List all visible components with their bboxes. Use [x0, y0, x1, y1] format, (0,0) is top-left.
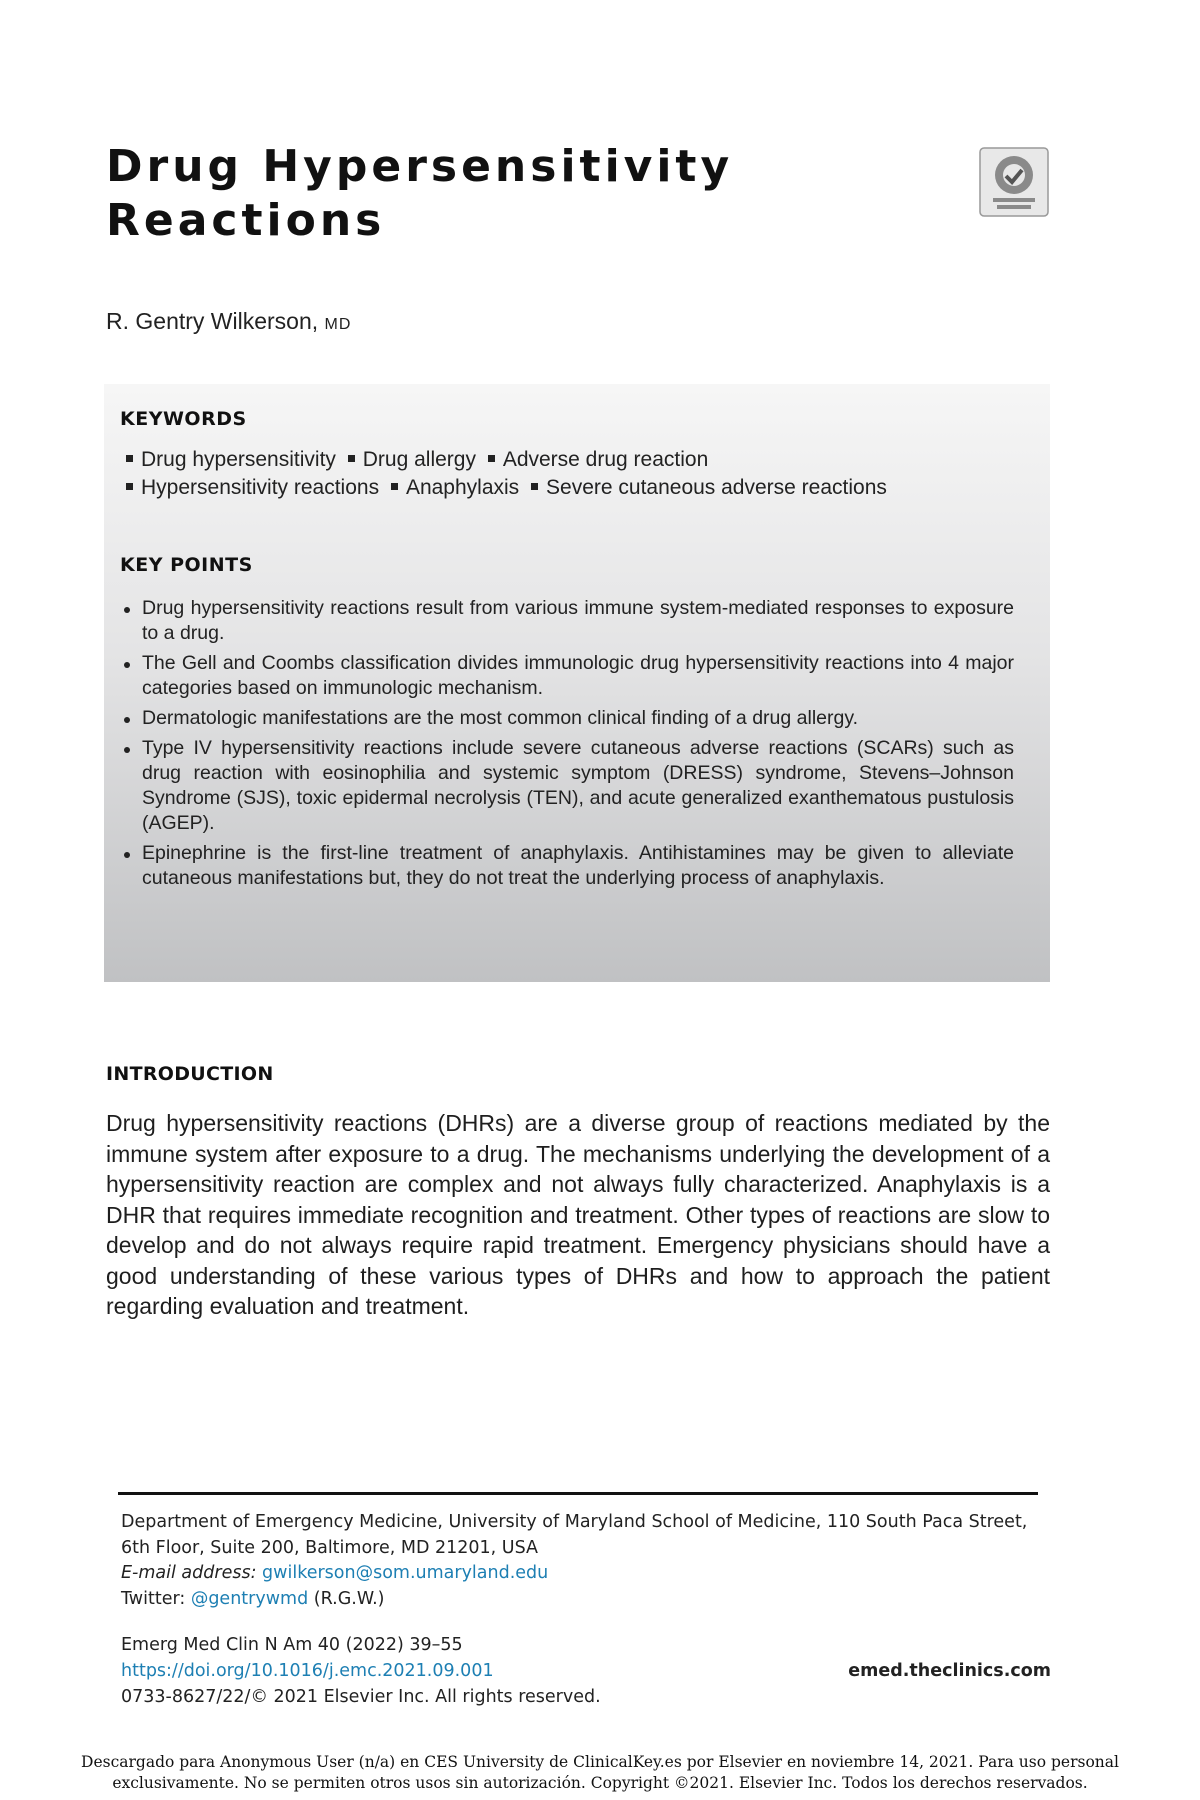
bullet-icon [124, 607, 130, 613]
author-degree: MD [324, 316, 352, 333]
twitter-label: Twitter: [121, 1588, 186, 1609]
copyright-line: 0733-8627/22/© 2021 Elsevier Inc. All rights reserved. [121, 1687, 601, 1707]
square-bullet-icon [488, 455, 495, 462]
journal-site[interactable]: emed.theclinics.com [848, 1661, 1051, 1681]
key-points-list [120, 596, 1014, 891]
author-name: R. Gentry Wilkerson, [106, 308, 325, 334]
keywords-line-1 [120, 446, 1014, 474]
key-point: Type IV hypersensitivity reactions include severe cutaneous adverse reactions (SCARs) such as drug reaction with eosinophilia and systemic symptom (DRESS) syndrome, Stevens–Johnson Syndrome (SJS), toxic epidermal necrolysis (TEN), and acute generalized exanthematous pustulosis (AGEP). [120, 736, 1014, 836]
introduction-paragraph: Drug hypersensitivity reactions (DHRs) are a diverse group of reactions mediated by the immune system after exposure to a drug. The mechanisms underlying the development of a hypersensitivity reaction are complex and not always fully characterized. Anaphylaxis is a DHR that requires immediate recognition and treatment. Other types of reactions are slow to develop and do not always require rapid treatment. Emergency physicians should have a good understanding of these various types of DHRs and how to approach the patient regarding evaluation and treatment. [106, 1110, 1050, 1319]
title-line-2: Reactions [106, 195, 386, 246]
article-title [106, 140, 866, 248]
title-line-1: Drug Hypersensitivity [106, 141, 734, 192]
twitter-line [121, 1587, 1041, 1613]
keyword: Drug allergy [362, 448, 476, 471]
email-line [121, 1561, 1041, 1587]
author-byline [106, 308, 351, 335]
square-bullet-icon [126, 483, 133, 490]
download-notice-line-2: exclusivamente. No se permiten otros usos sin autorización. Copyright ©2021. Elsevier Inc. Todos los derechos reservados. [112, 1774, 1088, 1792]
footnote-divider [118, 1492, 1038, 1495]
square-bullet-icon [531, 483, 538, 490]
keyword: Adverse drug reaction [502, 448, 709, 471]
square-bullet-icon [348, 455, 355, 462]
email-label: E-mail address: [121, 1563, 257, 1583]
keyword: Hypersensitivity reactions [141, 476, 380, 499]
key-point: The Gell and Coombs classification divides immunologic drug hypersensitivity reactions into 4 major categories based on immunologic mechanism. [120, 651, 1014, 701]
key-points-heading: KEY POINTS [120, 554, 253, 576]
key-point: Drug hypersensitivity reactions result from various immune system-mediated responses to exposure to a drug. [120, 596, 1014, 646]
introduction-heading: INTRODUCTION [106, 1063, 274, 1085]
email-link[interactable]: gwilkerson@som.umaryland.edu [262, 1563, 549, 1583]
check-for-updates-icon[interactable] [979, 147, 1049, 217]
square-bullet-icon [126, 455, 133, 462]
bullet-icon [124, 717, 130, 723]
keyword: Severe cutaneous adverse reactions [546, 476, 887, 499]
bullet-icon [124, 852, 130, 858]
keywords-line-2 [120, 474, 1014, 502]
bullet-icon [124, 747, 130, 753]
doi-link[interactable]: https://doi.org/10.1016/j.emc.2021.09.001 [121, 1661, 494, 1681]
keyword: Drug hypersensitivity [141, 448, 336, 471]
twitter-link[interactable]: @gentrywmd [190, 1588, 309, 1609]
journal-citation: Emerg Med Clin N Am 40 (2022) 39–55 [121, 1635, 463, 1655]
author-affiliation [121, 1510, 1041, 1612]
bullet-icon [124, 662, 130, 668]
download-notice-line-1: Descargado para Anonymous User (n/a) en CES University de ClinicalKey.es por Elsevier en noviembre 14, 2021. Para uso personal [81, 1753, 1119, 1771]
key-point: Epinephrine is the first-line treatment of anaphylaxis. Antihistamines may be given to alleviate cutaneous manifestations but, they do not treat the underlying process of anaphylaxis. [120, 841, 1014, 891]
keywords-keypoints-box [104, 384, 1050, 982]
keywords-heading: KEYWORDS [120, 408, 247, 430]
download-notice [0, 1752, 1200, 1794]
key-point: Dermatologic manifestations are the most common clinical finding of a drug allergy. [120, 706, 1014, 731]
twitter-initials: (R.G.W.) [313, 1588, 385, 1609]
keyword: Anaphylaxis [405, 476, 520, 499]
square-bullet-icon [391, 483, 398, 490]
affiliation-text: Department of Emergency Medicine, University of Maryland School of Medicine, 110 South Paca Street, 6th Floor, Suite 200, Baltimore, MD 21201, USA [121, 1512, 1028, 1558]
journal-info [121, 1632, 1051, 1710]
keywords-list [120, 446, 1014, 502]
